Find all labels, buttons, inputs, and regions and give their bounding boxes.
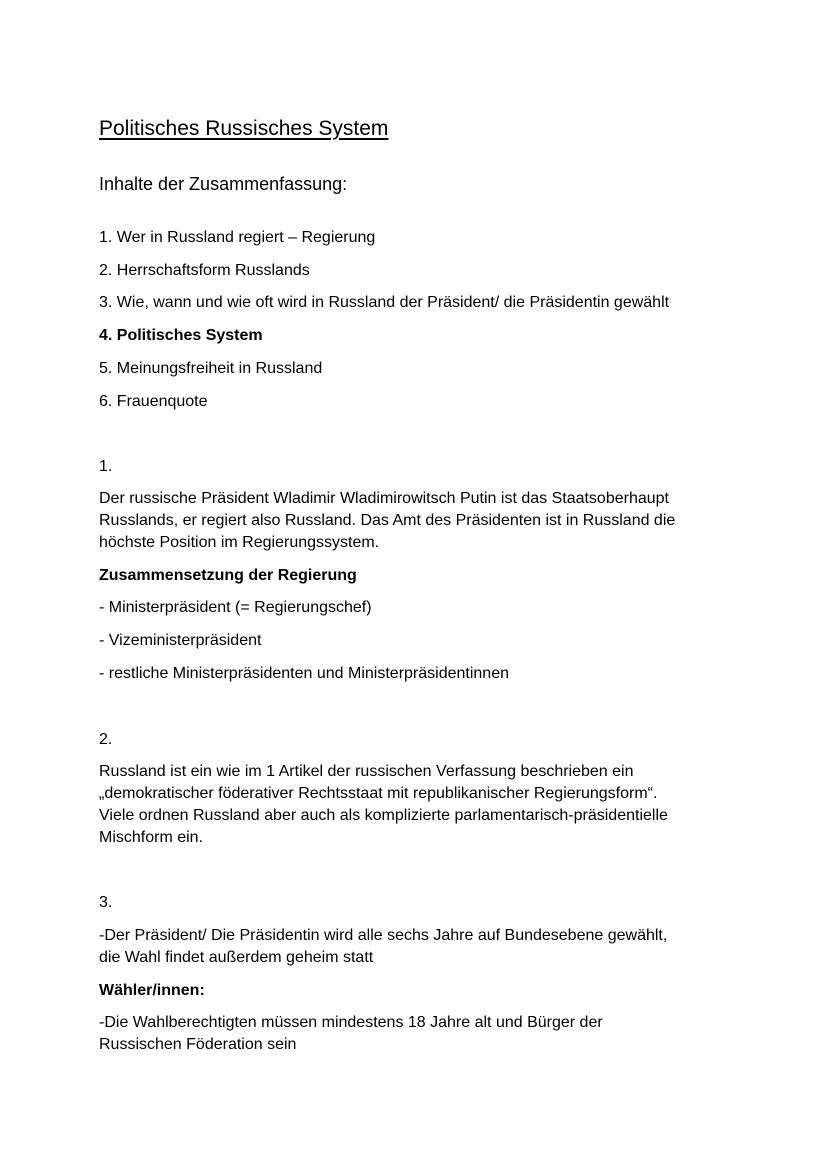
toc-item-5: 5. Meinungsfreiheit in Russland: [99, 360, 323, 377]
section-1-paragraph-line: höchste Position im Regierungssystem.: [99, 534, 380, 551]
section-1-paragraph-line: Der russische Präsident Wladimir Wladimirowitsch Putin ist das Staatsoberhaupt: [99, 490, 669, 507]
toc-item-1: 1. Wer in Russland regiert – Regierung: [99, 229, 376, 246]
section-3-paragraph-2-line: -Die Wahlberechtigten müssen mindestens 18 Jahre alt und Bürger der: [99, 1014, 603, 1031]
toc-item-4: 4. Politisches System: [99, 327, 263, 344]
toc-item-3: 3. Wie, wann und wie oft wird in Russland der Präsident/ die Präsidentin gewählt: [99, 294, 670, 311]
section-3-number: 3.: [99, 894, 113, 911]
section-1-item-3: - restliche Ministerpräsidenten und Ministerpräsidentinnen: [99, 665, 509, 682]
section-1-paragraph-line: Russlands, er regiert also Russland. Das Amt des Präsidenten ist in Russland die: [99, 512, 676, 529]
section-2-number: 2.: [99, 731, 113, 748]
section-1-item-1: - Ministerpräsident (= Regierungschef): [99, 599, 372, 616]
section-1-paragraph: [99, 488, 739, 554]
section-2-paragraph: [99, 761, 739, 849]
page-title: Politisches Russisches System: [99, 117, 389, 140]
section-2-paragraph-line: Mischform ein.: [99, 829, 204, 846]
section-1-number: 1.: [99, 458, 113, 475]
section-2-paragraph-line: Viele ordnen Russland aber auch als komplizierte parlamentarisch-präsidentielle: [99, 807, 668, 824]
section-3-paragraph: [99, 925, 739, 969]
section-2-paragraph-line: „demokratischer föderativer Rechtsstaat mit republikanischer Regierungsform“.: [99, 785, 658, 802]
toc-item-6: 6. Frauenquote: [99, 393, 208, 410]
toc-item-2: 2. Herrschaftsform Russlands: [99, 262, 310, 279]
section-1-item-2: - Vizeministerpräsident: [99, 632, 262, 649]
section-3-subheading: Wähler/innen:: [99, 982, 205, 999]
section-3-paragraph-2-line: Russischen Föderation sein: [99, 1036, 297, 1053]
section-3-paragraph-2: [99, 1012, 739, 1056]
section-1-subheading: Zusammensetzung der Regierung: [99, 567, 357, 584]
section-2-paragraph-line: Russland ist ein wie im 1 Artikel der russischen Verfassung beschrieben ein: [99, 763, 634, 780]
section-3-paragraph-line: die Wahl findet außerdem geheim statt: [99, 949, 374, 966]
toc-heading: Inhalte der Zusammenfassung:: [99, 174, 348, 194]
section-3-paragraph-line: -Der Präsident/ Die Präsidentin wird alle sechs Jahre auf Bundesebene gewählt,: [99, 927, 668, 944]
